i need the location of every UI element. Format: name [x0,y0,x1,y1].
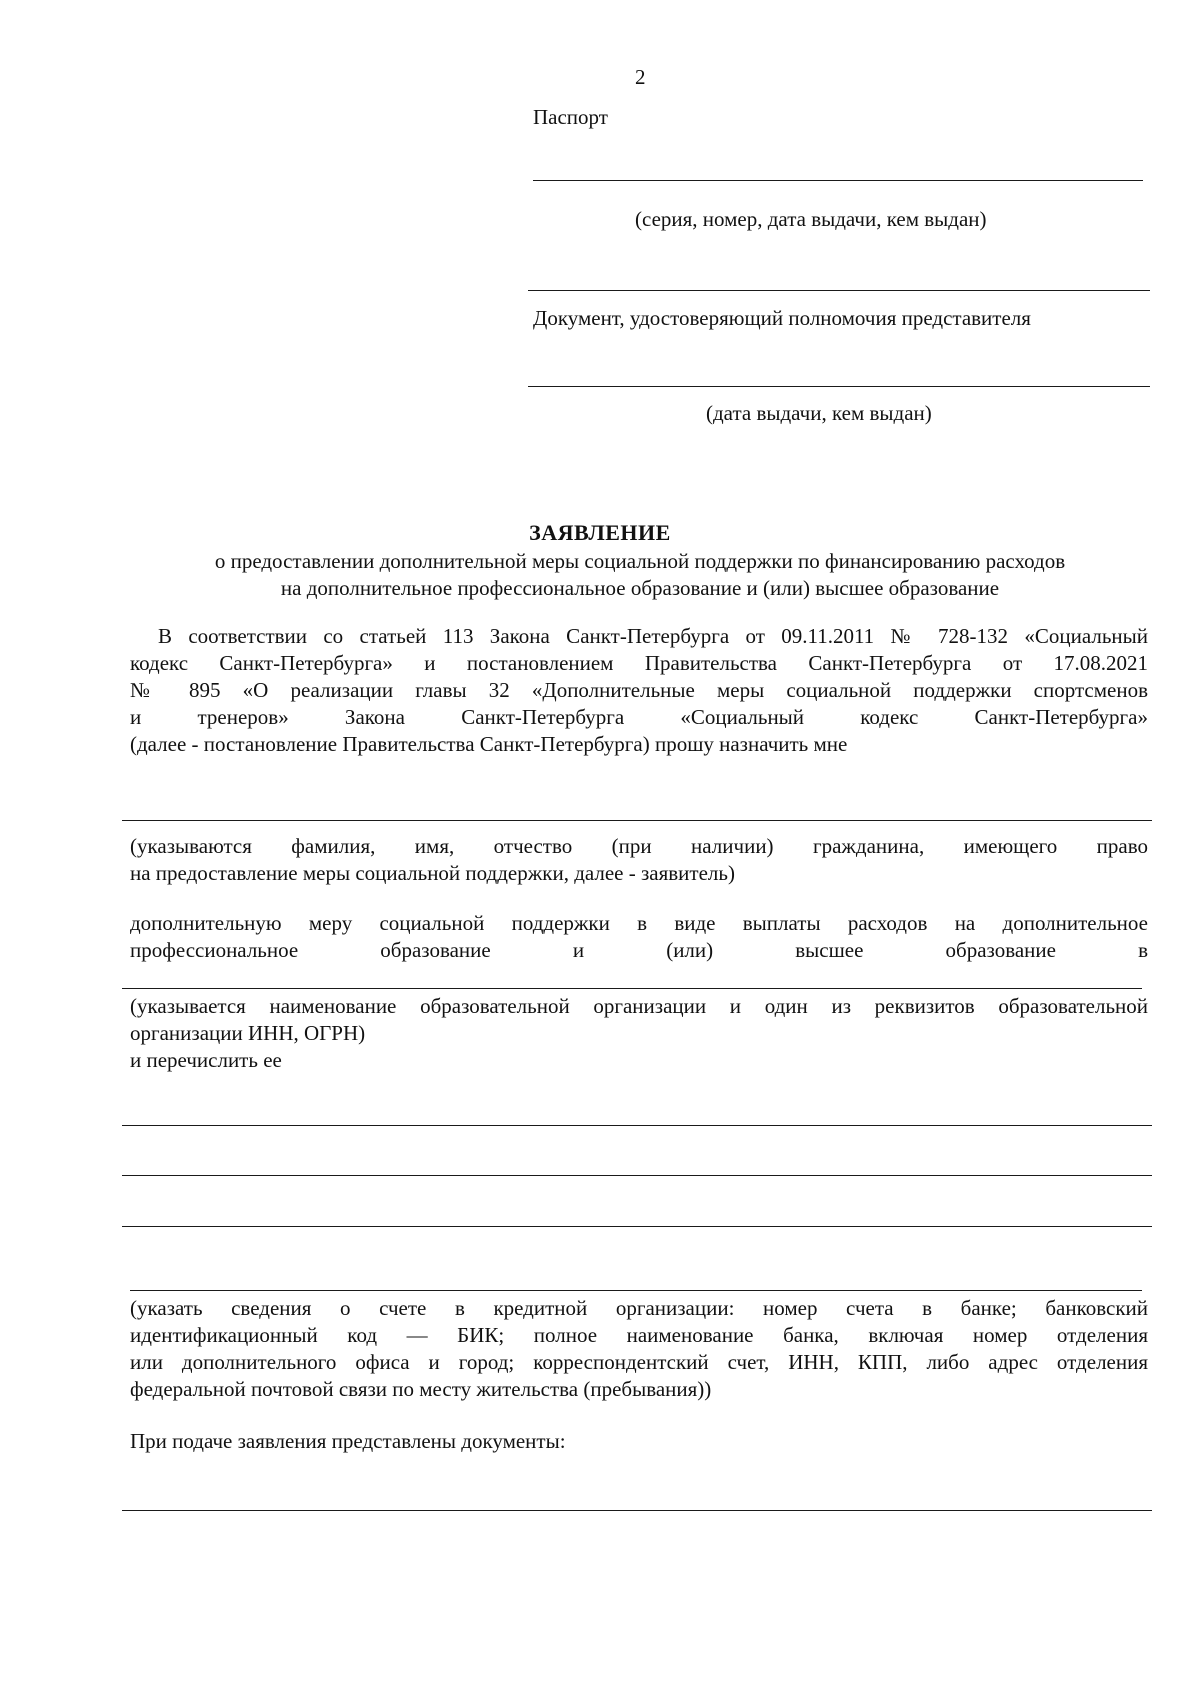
document-subtitle-line: о предоставлении дополнительной меры социальной поддержки по финансированию расходов [214,549,1066,573]
bank-details-input-line[interactable] [122,1125,1152,1126]
intro-line: кодекс Санкт-Петербурга» и постановлением Правительства Санкт-Петербурга от 17.08.2021 [130,651,1148,675]
transfer-text: и перечислить ее [130,1048,282,1072]
bank-caption-line: или дополнительного офиса и город; корреспондентский счет, ИНН, КПП, либо адрес отделения [130,1350,1148,1374]
representative-doc-caption: (дата выдачи, кем выдан) [706,401,932,425]
document-title: ЗАЯВЛЕНИЕ [529,520,671,545]
representative-doc-label: Документ, удостоверяющий полномочия представителя [533,306,1031,330]
passport-caption: (серия, номер, дата выдачи, кем выдан) [635,207,987,231]
intro-line: В соответствии со статьей 113 Закона Санкт-Петербурга от 09.11.2011 № 728-132 «Социальный [158,624,1148,648]
representative-doc-input-line[interactable] [528,386,1150,387]
document-subtitle-line: на дополнительное профессиональное образование и (или) высшее образование [280,576,1000,600]
bank-details-input-line[interactable] [122,1175,1152,1176]
documents-text: При подаче заявления представлены документы: [130,1429,566,1453]
support-text-line: дополнительную меру социальной поддержки в виде выплаты расходов на дополнительное [130,911,1148,935]
passport-label: Паспорт [533,105,608,129]
passport-input-line-2[interactable] [528,290,1150,291]
intro-line: и тренеров» Закона Санкт-Петербурга «Социальный кодекс Санкт-Петербурга» [130,705,1148,729]
organization-caption-line: организации ИНН, ОГРН) [130,1021,366,1045]
bank-details-input-line[interactable] [122,1226,1152,1227]
bank-caption-line: федеральной почтовой связи по месту жительства (пребывания)) [130,1377,712,1401]
organization-input-line[interactable] [122,988,1142,989]
page-number: 2 [635,65,646,89]
support-text-line: профессиональное образование и (или) высшее образование в [130,938,1148,962]
bank-caption-line: (указать сведения о счете в кредитной организации: номер счета в банке; банковский [130,1296,1148,1320]
intro-line: № 895 «О реализации главы 32 «Дополнительные меры социальной поддержки спортсменов [130,678,1148,702]
bank-caption-line: идентификационный код — БИК; полное наименование банка, включая номер отделения [130,1323,1148,1347]
applicant-caption-line: на предоставление меры социальной поддержки, далее - заявитель) [130,861,735,885]
documents-input-line[interactable] [122,1510,1152,1511]
applicant-input-line[interactable] [122,820,1152,821]
passport-input-line[interactable] [533,180,1143,181]
applicant-caption-line: (указываются фамилия, имя, отчество (при наличии) гражданина, имеющего право [130,834,1148,858]
intro-line: (далее - постановление Правительства Санкт-Петербурга) прошу назначить мне [130,732,848,756]
organization-caption-line: (указывается наименование образовательной организации и один из реквизитов образовательной [130,994,1148,1018]
bank-details-input-line[interactable] [130,1290,1142,1291]
